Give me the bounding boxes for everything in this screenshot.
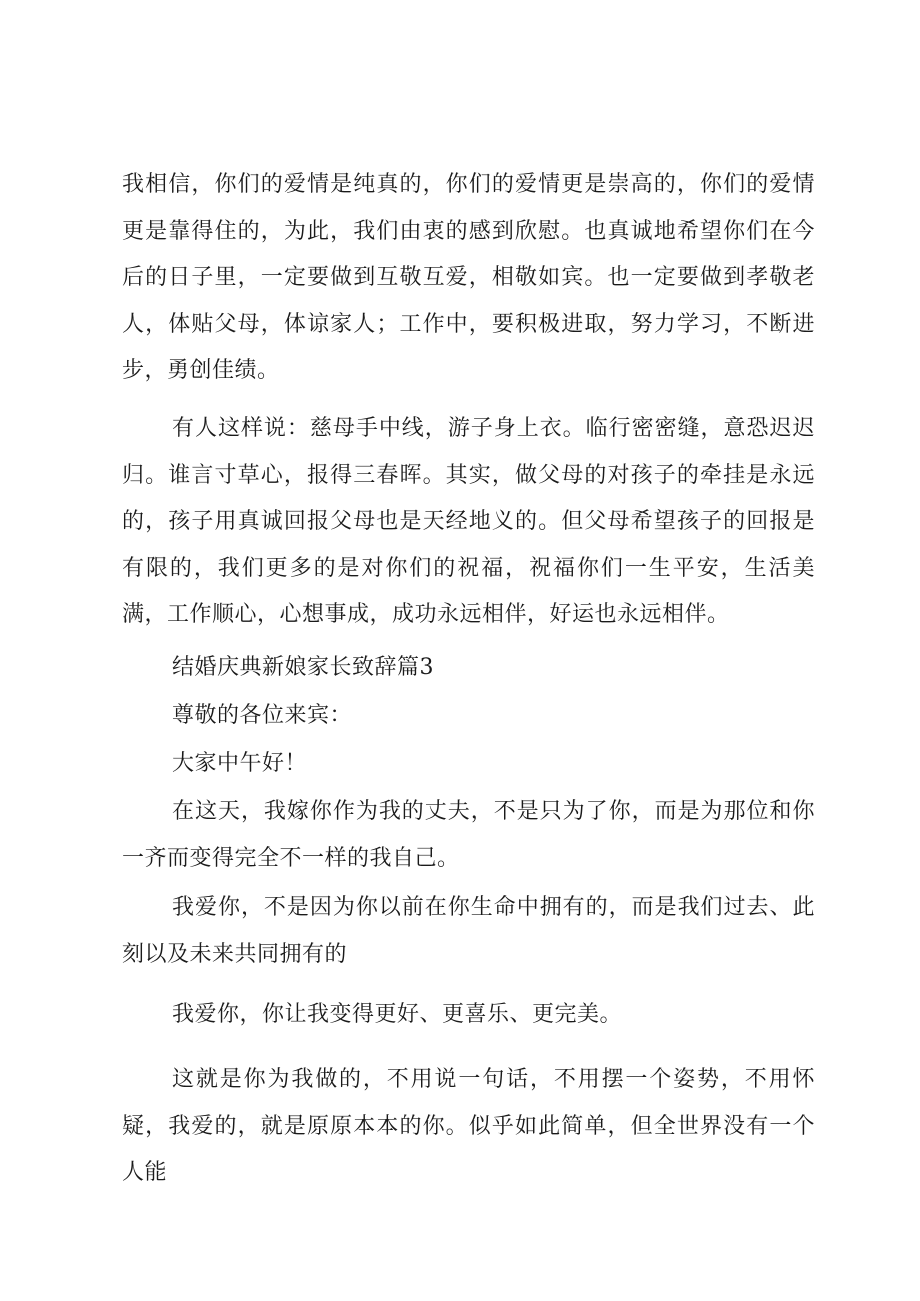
paragraph-vow-4: 这就是你为我做的，不用说一句话，不用摆一个姿势，不用怀疑，我爱的，就是原原本本的你。似乎如此简单，但全世界没有一个人能 bbox=[122, 1067, 815, 1185]
paragraph-parents: 有人这样说：慈母手中线，游子身上衣。临行密密缝，意恐迟迟归。谁言寸草心，报得三春晖。其实，做父母的对孩子的牵挂是永远的，孩子用真诚回报父母也是天经地义的。但父母希望孩子的回报是有限的，我们更多的是对你们的祝福，祝福你们一生平安，生活美满，工作顺心，心想事成，成功永远相伴，好运也永远相伴。 bbox=[122, 416, 815, 627]
salutation: 尊敬的各位来宾： bbox=[172, 703, 353, 728]
paragraph-vow-1: 在这天，我嫁你作为我的丈夫，不是只为了你，而是为那位和你一齐而变得完全不一样的我自己。 bbox=[122, 799, 815, 871]
paragraph-vow-2: 我爱你，不是因为你以前在你生命中拥有的，而是我们过去、此刻以及未来共同拥有的 bbox=[122, 895, 815, 967]
paragraph-vow-3: 我爱你，你让我变得更好、更喜乐、更完美。 bbox=[172, 1002, 623, 1027]
paragraph-blessing: 我相信，你们的爱情是纯真的，你们的爱情更是崇高的，你们的爱情更是靠得住的，为此，我们由衷的感到欣慰。也真诚地希望你们在今后的日子里，一定要做到互敬互爱，相敬如宾。也一定要做到孝敬老人，体贴父母，体谅家人；工作中，要积极进取，努力学习，不断进步，勇创佳绩。 bbox=[122, 172, 815, 383]
section-heading: 结婚庆典新娘家长致辞篇3 bbox=[172, 655, 434, 680]
greeting: 大家中午好！ bbox=[172, 751, 308, 776]
